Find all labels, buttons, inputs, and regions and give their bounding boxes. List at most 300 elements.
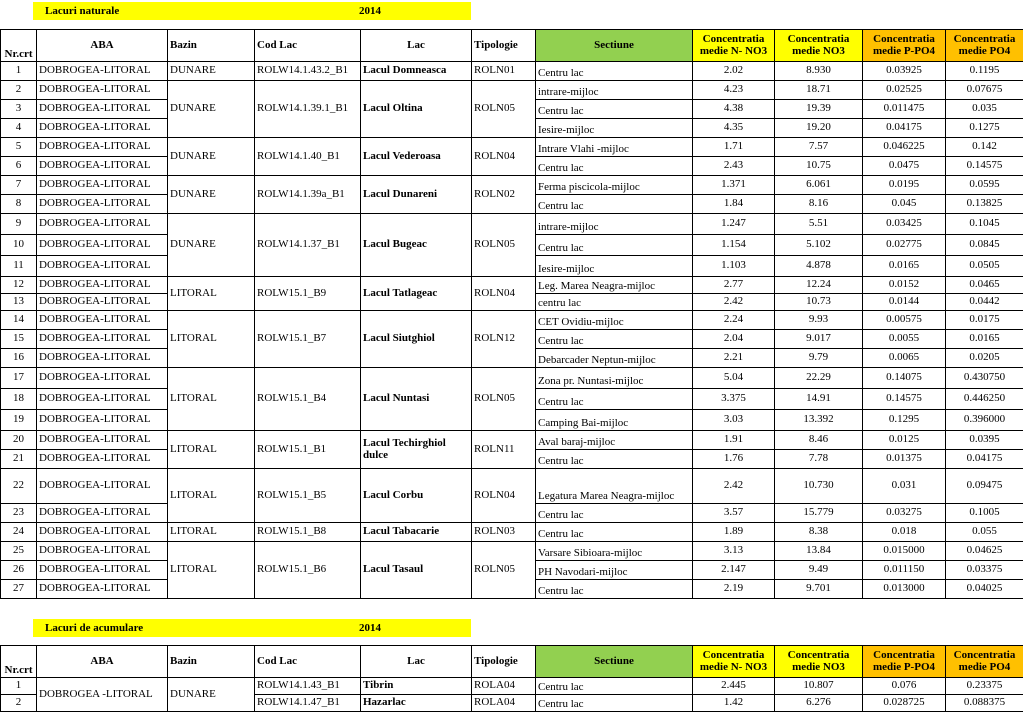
cell-po4: 0.430750 [946,368,1023,389]
cell-n-no3: 1.42 [693,695,775,712]
cell-po4: 0.0845 [946,235,1023,256]
cell-nr: 17 [1,368,37,389]
cell-tip: ROLN04 [472,138,536,176]
cell-lac: Lacul Siutghiol [361,311,472,368]
col-tip: Tipologie [472,30,536,62]
cell-lac: Lacul Bugeac [361,214,472,277]
cell-bazin: DUNARE [168,81,255,138]
cell-p-po4: 0.015000 [863,542,946,561]
cell-sectiune: PH Navodari-mijloc [536,561,693,580]
cell-n-no3: 3.57 [693,504,775,523]
cell-po4: 0.396000 [946,410,1023,431]
cell-nr: 11 [1,256,37,277]
cell-bazin: LITORAL [168,523,255,542]
cell-po4: 0.04175 [946,450,1023,469]
cell-sectiune: Leg. Marea Neagra-mijloc [536,277,693,294]
cell-n-no3: 2.02 [693,62,775,81]
cell-lac: Lacul Vederoasa [361,138,472,176]
cell-no3: 19.20 [775,119,863,138]
cell-nr: 1 [1,62,37,81]
cell-p-po4: 0.046225 [863,138,946,157]
cell-aba: DOBROGEA-LITORAL [37,62,168,81]
cell-aba: DOBROGEA-LITORAL [37,504,168,523]
cell-po4: 0.23375 [946,678,1023,695]
cell-no3: 9.93 [775,311,863,330]
cell-p-po4: 0.02525 [863,81,946,100]
cell-aba: DOBROGEA-LITORAL [37,311,168,330]
cell-sectiune: Centru lac [536,235,693,256]
cell-tip: ROLA04 [472,678,536,695]
cell-p-po4: 0.013000 [863,580,946,599]
cell-aba: DOBROGEA-LITORAL [37,176,168,195]
cell-aba: DOBROGEA-LITORAL [37,431,168,450]
table-row [1,469,1023,504]
cell-aba: DOBROGEA-LITORAL [37,389,168,410]
cell-sectiune: Iesire-mijloc [536,256,693,277]
cell-n-no3: 3.13 [693,542,775,561]
cell-no3: 12.24 [775,277,863,294]
cell-tip: ROLN01 [472,62,536,81]
cell-sectiune: Zona pr. Nuntasi-mijloc [536,368,693,389]
cell-no3: 10.73 [775,294,863,311]
cell-n-no3: 2.42 [693,294,775,311]
cell-no3: 22.29 [775,368,863,389]
cell-lac: Lacul Tasaul [361,542,472,599]
cell-tip: ROLN12 [472,311,536,368]
cell-po4: 0.14575 [946,157,1023,176]
cell-nr: 24 [1,523,37,542]
cell-aba: DOBROGEA-LITORAL [37,256,168,277]
cell-no3: 5.102 [775,235,863,256]
cell-n-no3: 1.89 [693,523,775,542]
cell-cod: ROLW14.1.47_B1 [255,695,361,712]
cell-p-po4: 0.0152 [863,277,946,294]
cell-cod: ROLW14.1.39a_B1 [255,176,361,214]
col-po4: Concentratia medie PO4 [946,30,1023,62]
cell-nr: 5 [1,138,37,157]
cell-nr: 15 [1,330,37,349]
cell-n-no3: 2.04 [693,330,775,349]
cell-po4: 0.04625 [946,542,1023,561]
col-n-no3: Concentratia medie N- NO3 [693,646,775,678]
col-sectiune: Sectiune [536,30,693,62]
cell-bazin: DUNARE [168,214,255,277]
cell-n-no3: 2.19 [693,580,775,599]
cell-n-no3: 2.43 [693,157,775,176]
cell-no3: 10.730 [775,469,863,504]
cell-nr: 14 [1,311,37,330]
cell-n-no3: 5.04 [693,368,775,389]
cell-po4: 0.0465 [946,277,1023,294]
cell-n-no3: 2.21 [693,349,775,368]
cell-aba: DOBROGEA-LITORAL [37,410,168,431]
cell-tip: ROLA04 [472,695,536,712]
col-sectiune: Sectiune [536,646,693,678]
col-bazin: Bazin [168,646,255,678]
cell-aba: DOBROGEA-LITORAL [37,469,168,504]
banner-natural [33,2,471,20]
cell-aba: DOBROGEA-LITORAL [37,542,168,561]
cell-p-po4: 0.1295 [863,410,946,431]
cell-bazin: DUNARE [168,138,255,176]
cell-bazin: DUNARE [168,678,255,712]
cell-aba: DOBROGEA-LITORAL [37,195,168,214]
cell-po4: 0.0505 [946,256,1023,277]
header-row [1,30,1023,62]
cell-sectiune: CET Ovidiu-mijloc [536,311,693,330]
cell-sectiune: Iesire-mijloc [536,119,693,138]
cell-cod: ROLW15.1_B1 [255,431,361,469]
cell-nr: 20 [1,431,37,450]
cell-nr: 19 [1,410,37,431]
cell-sectiune: Varsare Sibioara-mijloc [536,542,693,561]
cell-no3: 8.38 [775,523,863,542]
cell-tip: ROLN11 [472,431,536,469]
cell-sectiune: Centru lac [536,195,693,214]
table-row [1,431,1023,450]
cell-lac: Tibrin [361,678,472,695]
header-row [1,646,1023,678]
col-aba: ABA [37,646,168,678]
cell-aba: DOBROGEA-LITORAL [37,580,168,599]
cell-cod: ROLW15.1_B4 [255,368,361,431]
table-row [1,62,1023,81]
cell-n-no3: 1.71 [693,138,775,157]
cell-lac: Lacul Tatlageac [361,277,472,311]
cell-n-no3: 2.77 [693,277,775,294]
cell-lac: Lacul Domneasca [361,62,472,81]
cell-p-po4: 0.0195 [863,176,946,195]
cell-no3: 7.57 [775,138,863,157]
cell-tip: ROLN05 [472,214,536,277]
cell-no3: 6.061 [775,176,863,195]
cell-no3: 13.84 [775,542,863,561]
cell-no3: 9.017 [775,330,863,349]
col-tip: Tipologie [472,646,536,678]
col-no3: Concentratia medie NO3 [775,646,863,678]
cell-nr: 2 [1,695,37,712]
banner-title: Lacuri de acumulare [45,622,144,634]
cell-po4: 0.035 [946,100,1023,119]
cell-n-no3: 4.38 [693,100,775,119]
cell-bazin: LITORAL [168,542,255,599]
cell-no3: 10.807 [775,678,863,695]
cell-tip: ROLN05 [472,81,536,138]
cell-p-po4: 0.04175 [863,119,946,138]
cell-sectiune: Legatura Marea Neagra-mijloc [536,469,693,504]
cell-po4: 0.0595 [946,176,1023,195]
cell-aba: DOBROGEA-LITORAL [37,523,168,542]
banner-year: 2014 [359,5,381,17]
cell-sectiune: centru lac [536,294,693,311]
cell-sectiune: Centru lac [536,695,693,712]
cell-nr: 18 [1,389,37,410]
col-cod: Cod Lac [255,30,361,62]
cell-sectiune: Centru lac [536,523,693,542]
table-row [1,81,1023,100]
cell-no3: 4.878 [775,256,863,277]
cell-n-no3: 2.445 [693,678,775,695]
cell-sectiune: Centru lac [536,157,693,176]
cell-bazin: LITORAL [168,277,255,311]
cell-sectiune: intrare-mijloc [536,81,693,100]
cell-lac: Lacul Oltina [361,81,472,138]
cell-nr: 13 [1,294,37,311]
table-row [1,678,1023,695]
cell-p-po4: 0.0144 [863,294,946,311]
col-aba: ABA [37,30,168,62]
table-row [1,311,1023,330]
cell-po4: 0.03375 [946,561,1023,580]
cell-aba: DOBROGEA-LITORAL [37,119,168,138]
col-lac: Lac [361,30,472,62]
cell-nr: 1 [1,678,37,695]
cell-aba: DOBROGEA-LITORAL [37,100,168,119]
cell-no3: 19.39 [775,100,863,119]
cell-cod: ROLW14.1.37_B1 [255,214,361,277]
cell-aba: DOBROGEA -LITORAL [37,678,168,712]
cell-n-no3: 2.147 [693,561,775,580]
table-row [1,176,1023,195]
cell-n-no3: 1.76 [693,450,775,469]
cell-sectiune: Centru lac [536,678,693,695]
cell-nr: 4 [1,119,37,138]
cell-tip: ROLN05 [472,368,536,431]
cell-cod: ROLW15.1_B5 [255,469,361,523]
table-row [1,214,1023,235]
banner-year: 2014 [359,622,381,634]
table-row [1,368,1023,389]
cell-n-no3: 4.23 [693,81,775,100]
cell-lac: Hazarlac [361,695,472,712]
cell-cod: ROLW14.1.39.1_B1 [255,81,361,138]
cell-po4: 0.055 [946,523,1023,542]
cell-p-po4: 0.0165 [863,256,946,277]
cell-sectiune: Centru lac [536,330,693,349]
cell-po4: 0.0205 [946,349,1023,368]
cell-tip: ROLN04 [472,469,536,523]
cell-po4: 0.1005 [946,504,1023,523]
cell-tip: ROLN05 [472,542,536,599]
col-po4: Concentratia medie PO4 [946,646,1023,678]
cell-no3: 15.779 [775,504,863,523]
cell-po4: 0.0175 [946,311,1023,330]
cell-aba: DOBROGEA-LITORAL [37,294,168,311]
cell-n-no3: 3.375 [693,389,775,410]
cell-sectiune: Intrare Vlahi -mijloc [536,138,693,157]
cell-bazin: LITORAL [168,431,255,469]
cell-tip: ROLN04 [472,277,536,311]
cell-po4: 0.1195 [946,62,1023,81]
cell-no3: 6.276 [775,695,863,712]
col-no3: Concentratia medie NO3 [775,30,863,62]
cell-p-po4: 0.031 [863,469,946,504]
cell-n-no3: 1.103 [693,256,775,277]
cell-po4: 0.0442 [946,294,1023,311]
cell-p-po4: 0.076 [863,678,946,695]
banner-title: Lacuri naturale [45,5,120,17]
cell-aba: DOBROGEA-LITORAL [37,368,168,389]
cell-nr: 2 [1,81,37,100]
cell-sectiune: Centru lac [536,62,693,81]
cell-aba: DOBROGEA-LITORAL [37,138,168,157]
cell-p-po4: 0.045 [863,195,946,214]
cell-lac: Lacul Corbu [361,469,472,523]
cell-po4: 0.142 [946,138,1023,157]
cell-n-no3: 1.371 [693,176,775,195]
cell-nr: 8 [1,195,37,214]
cell-sectiune: Camping Bai-mijloc [536,410,693,431]
col-cod: Cod Lac [255,646,361,678]
cell-cod: ROLW15.1_B8 [255,523,361,542]
cell-aba: DOBROGEA-LITORAL [37,157,168,176]
cell-no3: 9.701 [775,580,863,599]
cell-bazin: LITORAL [168,311,255,368]
cell-po4: 0.09475 [946,469,1023,504]
cell-p-po4: 0.14075 [863,368,946,389]
cell-cod: ROLW14.1.40_B1 [255,138,361,176]
cell-p-po4: 0.011150 [863,561,946,580]
banner-acumulare [33,619,471,637]
cell-p-po4: 0.018 [863,523,946,542]
cell-nr: 6 [1,157,37,176]
cell-p-po4: 0.0475 [863,157,946,176]
cell-no3: 13.392 [775,410,863,431]
cell-nr: 16 [1,349,37,368]
cell-bazin: LITORAL [168,368,255,431]
cell-nr: 27 [1,580,37,599]
cell-n-no3: 1.84 [693,195,775,214]
col-nr: Nr.crt [1,646,37,678]
cell-nr: 22 [1,469,37,504]
cell-sectiune: Debarcader Neptun-mijloc [536,349,693,368]
cell-bazin: DUNARE [168,176,255,214]
table-row [1,138,1023,157]
cell-p-po4: 0.14575 [863,389,946,410]
cell-aba: DOBROGEA-LITORAL [37,349,168,368]
cell-aba: DOBROGEA-LITORAL [37,561,168,580]
cell-aba: DOBROGEA-LITORAL [37,450,168,469]
accumulation-lakes-table [0,645,1023,712]
cell-nr: 21 [1,450,37,469]
cell-n-no3: 1.91 [693,431,775,450]
col-n-no3: Concentratia medie N- NO3 [693,30,775,62]
cell-sectiune: Aval baraj-mijloc [536,431,693,450]
cell-bazin: DUNARE [168,62,255,81]
cell-aba: DOBROGEA-LITORAL [37,235,168,256]
table-row [1,523,1023,542]
cell-cod: ROLW14.1.43_B1 [255,678,361,695]
cell-no3: 5.51 [775,214,863,235]
cell-sectiune: Centru lac [536,100,693,119]
cell-nr: 26 [1,561,37,580]
cell-p-po4: 0.03425 [863,214,946,235]
cell-bazin: LITORAL [168,469,255,523]
cell-nr: 3 [1,100,37,119]
cell-no3: 18.71 [775,81,863,100]
cell-no3: 9.49 [775,561,863,580]
cell-tip: ROLN02 [472,176,536,214]
cell-cod: ROLW15.1_B6 [255,542,361,599]
cell-n-no3: 2.24 [693,311,775,330]
cell-p-po4: 0.01375 [863,450,946,469]
cell-p-po4: 0.02775 [863,235,946,256]
cell-sectiune: intrare-mijloc [536,214,693,235]
cell-cod: ROLW14.1.43.2_B1 [255,62,361,81]
cell-sectiune: Centru lac [536,450,693,469]
cell-no3: 10.75 [775,157,863,176]
cell-nr: 23 [1,504,37,523]
table-row [1,277,1023,294]
cell-no3: 14.91 [775,389,863,410]
cell-po4: 0.0395 [946,431,1023,450]
cell-aba: DOBROGEA-LITORAL [37,214,168,235]
cell-sectiune: Centru lac [536,504,693,523]
cell-n-no3: 4.35 [693,119,775,138]
cell-po4: 0.13825 [946,195,1023,214]
cell-no3: 8.930 [775,62,863,81]
cell-cod: ROLW15.1_B7 [255,311,361,368]
cell-po4: 0.088375 [946,695,1023,712]
cell-lac: Lacul Dunareni [361,176,472,214]
cell-p-po4: 0.028725 [863,695,946,712]
cell-n-no3: 3.03 [693,410,775,431]
cell-po4: 0.1275 [946,119,1023,138]
cell-po4: 0.1045 [946,214,1023,235]
cell-aba: DOBROGEA-LITORAL [37,330,168,349]
cell-p-po4: 0.0055 [863,330,946,349]
cell-p-po4: 0.0065 [863,349,946,368]
cell-po4: 0.0165 [946,330,1023,349]
col-bazin: Bazin [168,30,255,62]
cell-po4: 0.07675 [946,81,1023,100]
cell-nr: 10 [1,235,37,256]
cell-p-po4: 0.03925 [863,62,946,81]
cell-po4: 0.04025 [946,580,1023,599]
cell-p-po4: 0.03275 [863,504,946,523]
cell-sectiune: Centru lac [536,389,693,410]
col-nr: Nr.crt [1,30,37,62]
cell-no3: 9.79 [775,349,863,368]
cell-tip: ROLN03 [472,523,536,542]
cell-sectiune: Ferma piscicola-mijloc [536,176,693,195]
cell-no3: 7.78 [775,450,863,469]
cell-sectiune: Centru lac [536,580,693,599]
cell-no3: 8.46 [775,431,863,450]
cell-aba: DOBROGEA-LITORAL [37,81,168,100]
cell-p-po4: 0.0125 [863,431,946,450]
cell-aba: DOBROGEA-LITORAL [37,277,168,294]
cell-n-no3: 2.42 [693,469,775,504]
cell-lac: Lacul Nuntasi [361,368,472,431]
cell-no3: 8.16 [775,195,863,214]
cell-n-no3: 1.154 [693,235,775,256]
cell-lac: Lacul Techirghiol dulce [361,431,472,469]
cell-nr: 7 [1,176,37,195]
cell-nr: 9 [1,214,37,235]
cell-po4: 0.446250 [946,389,1023,410]
col-p-po4: Concentratia medie P-PO4 [863,30,946,62]
cell-nr: 25 [1,542,37,561]
cell-cod: ROLW15.1_B9 [255,277,361,311]
cell-n-no3: 1.247 [693,214,775,235]
cell-p-po4: 0.00575 [863,311,946,330]
cell-nr: 12 [1,277,37,294]
col-lac: Lac [361,646,472,678]
table-row [1,542,1023,561]
cell-lac: Lacul Tabacarie [361,523,472,542]
col-p-po4: Concentratia medie P-PO4 [863,646,946,678]
